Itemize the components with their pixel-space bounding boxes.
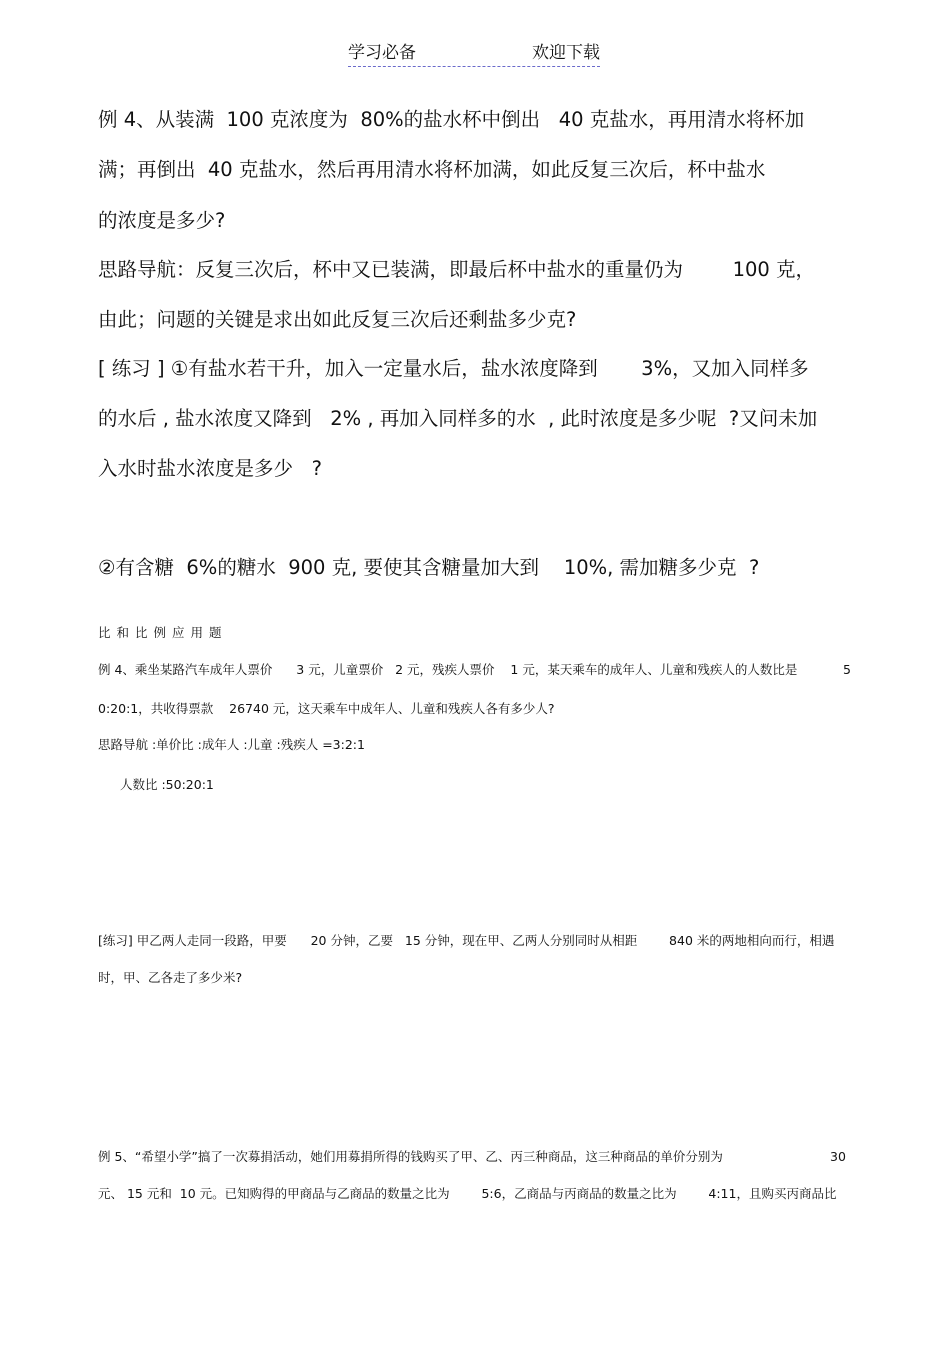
- header-right-text: 欢迎下载: [532, 43, 600, 63]
- practice3-line2: 时，甲、乙各走了多少米?: [98, 970, 243, 985]
- hint-ratio-people: 人数比 :50:20:1: [120, 777, 214, 792]
- hint-line1: 思路导航：反复三次后，杯中又已装满，即最后杯中盐水的重量仍为 100 克，: [98, 258, 816, 281]
- hint-ratio-price: 思路导航 :单价比 :成年人 :儿童 :残疾人 =3:2:1: [98, 737, 365, 752]
- section-title: 比和比例应用题: [98, 625, 228, 640]
- example5-line1-end: 30: [830, 1149, 846, 1164]
- example4-line1: 例 4、从装满 100 克浓度为 80%的盐水杯中倒出 40 克盐水，再用清水将杯加: [98, 108, 805, 131]
- example5-line2: 元、 15 元和 10 元。已知购得的甲商品与乙商品的数量之比为 5:6，乙商品与丙商品的数量之比为 4:11，且购买丙商品比: [98, 1186, 837, 1201]
- practice1-line2: 的水后 , 盐水浓度又降到 2% , 再加入同样多的水 , 此时浓度是多少呢 ?又问未加: [98, 407, 818, 430]
- example4b-line1: 例 4、乘坐某路汽车成年人票价 3 元，儿童票价 2 元，残疾人票价 1 元，某天乘车的成年人、儿童和残疾人的人数比是: [98, 662, 798, 677]
- hint-line2: 由此；问题的关键是求出如此反复三次后还剩盐多少克?: [98, 308, 577, 331]
- page-header: [348, 42, 600, 67]
- example5-line1: 例 5、“希望小学”搞了一次募捐活动，她们用募捐所得的钱购买了甲、乙、丙三种商品，这三种商品的单价分别为: [98, 1149, 723, 1164]
- practice2-line: ②有含糖 6%的糖水 900 克, 要使其含糖量加大到 10%, 需加糖多少克 ?: [98, 556, 760, 579]
- practice1-line3: 入水时盐水浓度是多少 ?: [98, 457, 322, 480]
- practice1-line1: [ 练习 ] ①有盐水若干升，加入一定量水后，盐水浓度降到 3%，又加入同样多: [98, 357, 809, 380]
- example4b-line1-end: 5: [843, 662, 851, 677]
- header-left-text: 学习必备: [348, 43, 416, 63]
- practice3-line1: [练习] 甲乙两人走同一段路，甲要 20 分钟，乙要 15 分钟，现在甲、乙两人分别同时从相距 840 米的两地相向而行，相遇: [98, 933, 835, 948]
- example4-line3: 的浓度是多少?: [98, 209, 226, 232]
- example4-line2: 满；再倒出 40 克盐水，然后再用清水将杯加满，如此反复三次后，杯中盐水: [98, 158, 766, 181]
- example4b-line2: 0:20:1，共收得票款 26740 元，这天乘车中成年人、儿童和残疾人各有多少人?: [98, 701, 555, 716]
